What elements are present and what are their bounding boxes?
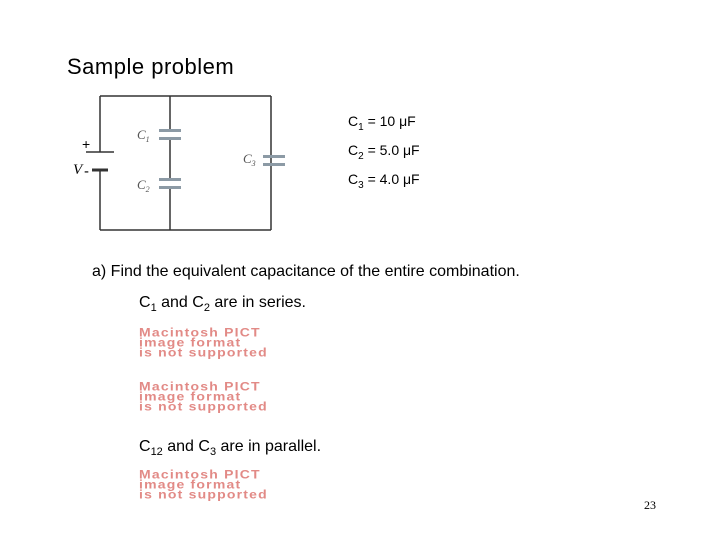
c1-label: $C_1$	[137, 127, 150, 144]
capacitor-c3-icon	[263, 96, 285, 230]
given-c2: $C_2 = 5.0$ μF	[348, 142, 420, 162]
unsupported-image-placeholder: Macintosh PICT image format is not supported	[139, 325, 268, 360]
capacitor-c2-icon	[159, 178, 181, 189]
minus-label: -	[84, 163, 89, 180]
question-text: a) Find the equivalent capacitance of the entire combination.	[92, 263, 520, 280]
given-c1: $C_1 = 10$ μF	[348, 113, 416, 133]
step-series: $C_1$ and $C_2$ are in series.	[139, 294, 306, 315]
unsupported-image-placeholder: Macintosh PICT image format is not supported	[139, 379, 268, 414]
circuit-diagram	[70, 90, 300, 240]
unsupported-image-placeholder: Macintosh PICT image format is not supported	[139, 467, 268, 502]
plus-label: +	[82, 136, 91, 152]
battery-icon	[86, 152, 114, 170]
slide-title: Sample problem	[67, 54, 235, 79]
c3-label: $C_3$	[243, 151, 256, 168]
given-c3: $C_3 = 4.0$ μF	[348, 171, 420, 191]
page-number: 23	[644, 498, 656, 512]
capacitor-c1-icon	[159, 129, 181, 140]
step-parallel: $C_{12}$ and $C_3$ are in parallel.	[139, 438, 322, 459]
c2-label: $C_2$	[137, 177, 150, 194]
voltage-label: V	[73, 162, 83, 178]
